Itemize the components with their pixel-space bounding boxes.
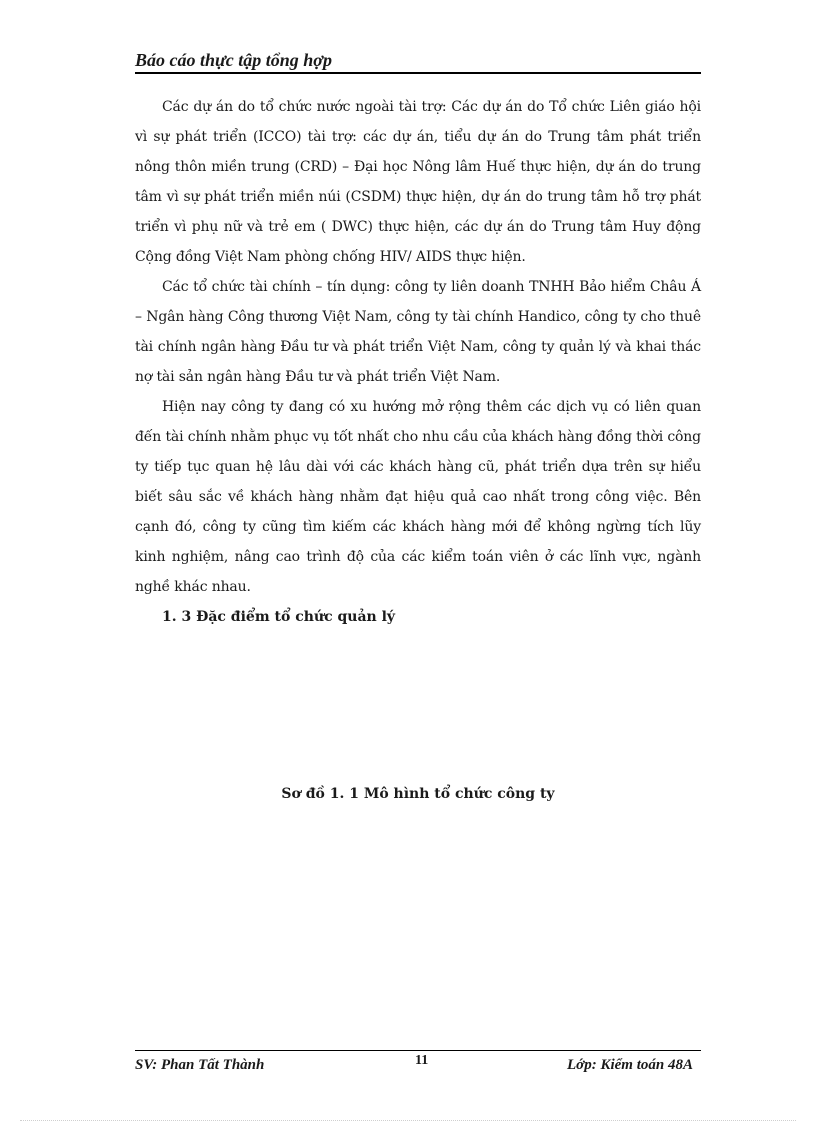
paragraph-financial-institutions: Các tổ chức tài chính – tín dụng: công ty liên doanh TNHH Bảo hiểm Châu Á – Ngân hàng Công thương Việt Nam, công ty tài chính Handico, công ty cho thuê tài chính ngân hàng Đầu tư và phát triển Việt Nam, công ty quản lý và khai thác nợ tài sản ngân hàng Đầu tư và phát triển Việt Nam.: [135, 279, 701, 385]
footer-class-name: Lớp: Kiểm toán 48A: [567, 1057, 693, 1073]
footer-student-name: SV: Phan Tất Thành: [135, 1057, 265, 1073]
body-text: [135, 92, 701, 632]
page-edge-divider: [20, 1120, 796, 1121]
header-title: Báo cáo thực tập tổng hợp: [135, 50, 332, 70]
paragraph-company-direction: Hiện nay công ty đang có xu hướng mở rộng thêm các dịch vụ có liên quan đến tài chính nhằm phục vụ tốt nhất cho nhu cầu của khách hàng đồng thời công ty tiếp tục quan hệ lâu dài với các khách hàng cũ, phát triển dựa trên sự hiểu biết sâu sắc về khách hàng nhằm đạt hiệu quả cao nhất trong công việc. Bên cạnh đó, công ty cũng tìm kiếm các khách hàng mới để không ngừng tích lũy kinh nghiệm, nâng cao trình độ của các kiểm toán viên ở các lĩnh vực, ngành nghề khác nhau.: [135, 399, 701, 595]
paragraph-foreign-funded-projects: Các dự án do tổ chức nước ngoài tài trợ: Các dự án do Tổ chức Liên giáo hội vì sự phát triển (ICCO) tài trợ: các dự án, tiểu dự án do Trung tâm phát triển nông thôn miền trung (CRD) – Đại học Nông lâm Huế thực hiện, dự án do trung tâm vì sự phát triển miền núi (CSDM) thực hiện, dự án do trung tâm hỗ trợ phát triển vì phụ nữ và trẻ em ( DWC) thực hiện, các dự án do Trung tâm Huy động Cộng đồng Việt Nam phòng chống HIV/ AIDS thực hiện.: [135, 99, 701, 265]
section-heading: 1. 3 Đặc điểm tổ chức quản lý: [162, 609, 396, 625]
page-footer: [135, 1050, 701, 1079]
page-header: [135, 48, 701, 74]
page-number: 11: [415, 1053, 429, 1068]
diagram-caption: Sơ đồ 1. 1 Mô hình tổ chức công ty: [281, 786, 555, 802]
